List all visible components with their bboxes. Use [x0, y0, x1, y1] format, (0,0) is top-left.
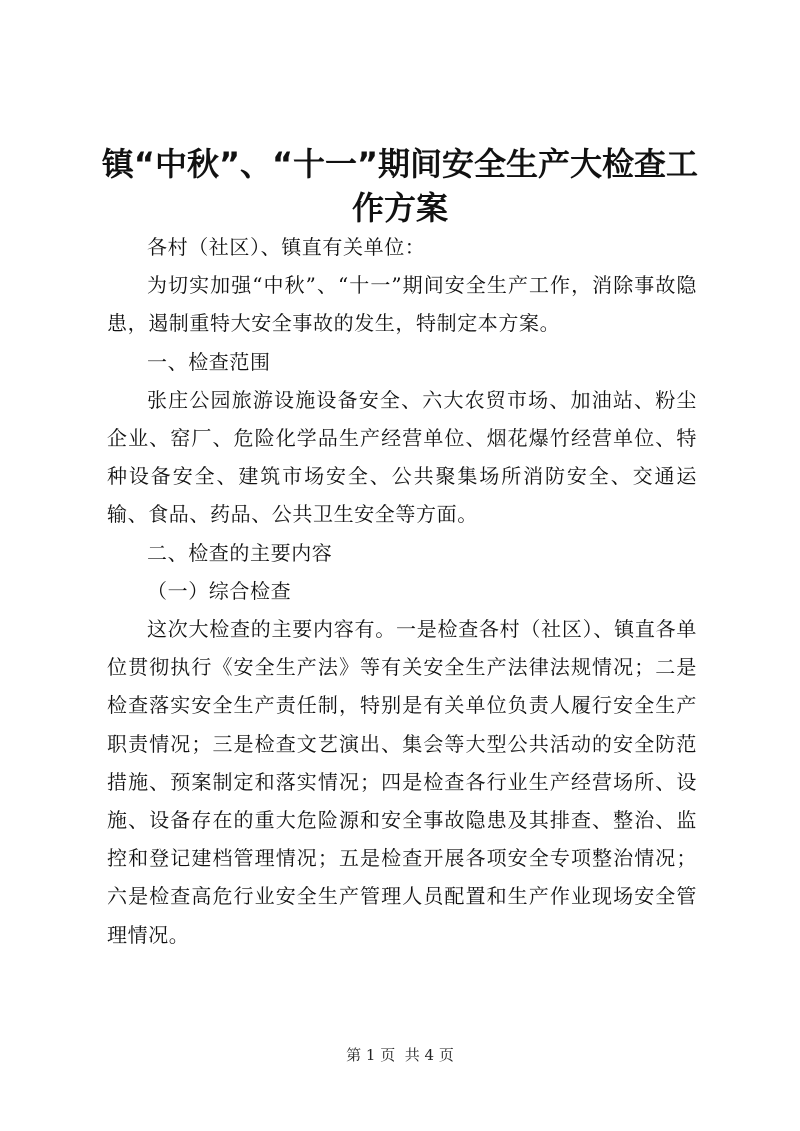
title-line-1: 镇“中秋”、“十一”期间安全生产大检查工 [101, 145, 699, 183]
title-line-2: 作方案 [351, 189, 448, 227]
section-heading-content: 二、检查的主要内容 [147, 540, 333, 565]
document-title [100, 142, 700, 230]
intro-paragraph: 为切实加强“中秋”、“十一”期间安全生产工作，消除事故隐患，遏制重特大安全事故的发生，特制定本方案。 [107, 273, 697, 336]
salutation: 各村（社区）、镇直有关单位： [147, 235, 426, 259]
page-number-label: 第 1 页 共 4 页 [346, 1046, 454, 1064]
section-heading-scope: 一、检查范围 [147, 349, 271, 374]
content-paragraph: 这次大检查的主要内容有。一是检查各村（社区）、镇直各单位贯彻执行《安全生产法》等有关安全生产法律法规情况；二是检查落实安全生产责任制，特别是有关单位负责人履行安全生产职责情况；三是检查文艺演出、集会等大型公共活动的安全防范措施、预案制定和落实情况；四是检查各行业生产经营场所、设施、设备存在的重大危险源和安全事故隐患及其排查、整治、监控和登记建档管理情况；五是检查开展各项安全专项整治情况；六是检查高危行业安全生产管理人员配置和生产作业现场安全管理情况。 [107, 617, 697, 947]
document-body [107, 228, 697, 954]
page-footer [0, 1045, 800, 1065]
subsection-heading-general: （一）综合检查 [147, 578, 292, 603]
scope-paragraph: 张庄公园旅游设施设备安全、六大农贸市场、加油站、粉尘企业、窑厂、危险化学品生产经营单位、烟花爆竹经营单位、特种设备安全、建筑市场安全、公共聚集场所消防安全、交通运输、食品、药品、公共卫生安全等方面。 [107, 387, 697, 527]
